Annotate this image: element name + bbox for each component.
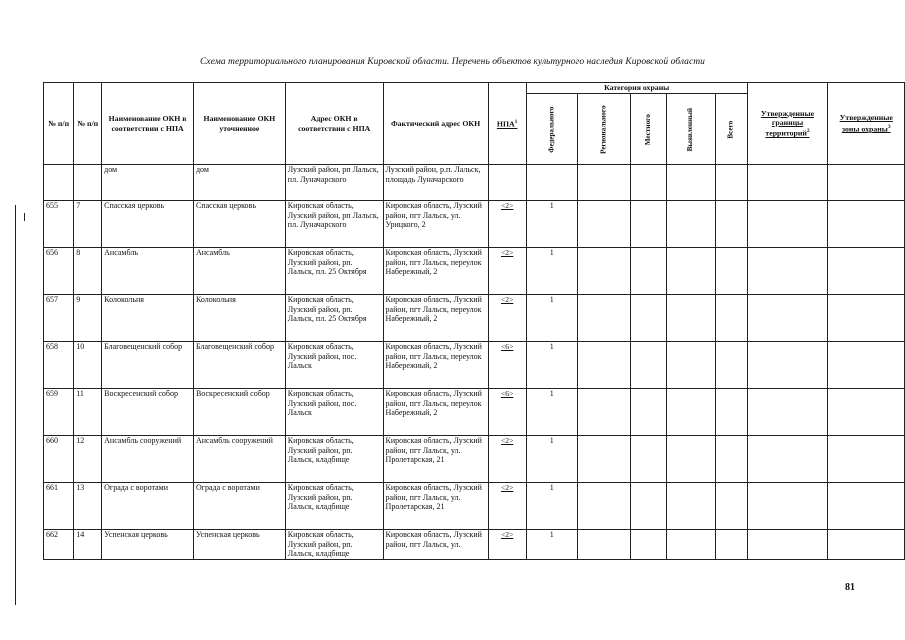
cell-name-refined-text: Спасская церковь [195,201,256,210]
cell-npa [488,530,526,560]
header-cat-federal [526,94,577,165]
cell-name-npa-text: Колокольня [104,295,144,304]
cell-row-number [44,248,74,295]
cell-address-npa [285,530,383,560]
cell-approved-zones [828,483,905,530]
cell-row-number-text: 659 [46,389,58,398]
cell-row-number-text: 660 [46,436,58,445]
cell-local-number [74,530,102,560]
cell-npa [488,483,526,530]
cell-cat-regional [577,248,631,295]
cell-name-refined [193,248,285,295]
header-npa [488,83,526,165]
cell-name-npa-text: Воскресенский собор [104,389,178,398]
cell-name-npa [102,248,194,295]
table-row [44,342,905,389]
cell-local-number [74,201,102,248]
page-title: Схема территориального планирования Кировской области. Перечень объектов культурного наследия Кировской области [200,57,705,67]
table-row [44,530,905,560]
cell-local-number [74,165,102,201]
cell-approved-zones [828,389,905,436]
cell-address-actual-text: Лузский район, р.п. Лальск, площадь Луначарского [385,165,481,184]
cell-name-refined [193,165,285,201]
npa-reference-link[interactable]: <6> [500,342,514,351]
cell-address-actual [383,248,488,295]
cell-address-npa-text: Кировская область, Лузский район, пос. Лальск [287,389,357,418]
header-cat-total-text: Всего [726,120,735,139]
cell-npa [488,248,526,295]
cell-name-refined [193,530,285,560]
cell-approved-zones [828,248,905,295]
cell-address-actual [383,165,488,201]
cell-npa [488,389,526,436]
cell-cat-total [715,436,747,483]
cell-address-actual-text: Кировская область, Лузский район, пгт Лальск, ул. Пролетарская, 21 [385,483,482,512]
cell-approved-zones [828,530,905,560]
cell-local-number [74,248,102,295]
cell-approved-boundaries [747,483,828,530]
npa-reference-link[interactable]: <2> [500,530,514,539]
cell-cat-regional [577,342,631,389]
cell-cat-federal [526,483,577,530]
cell-cat-regional [577,436,631,483]
table-row [44,483,905,530]
header-approved-boundaries-text: Утвержденные границы территорий [760,108,815,138]
cell-cat-federal [526,295,577,342]
cell-row-number-text: 658 [46,342,58,351]
cell-cat-federal-text: 1 [549,201,554,210]
npa-reference-link[interactable]: <2> [500,201,514,210]
cell-cat-federal-text: 1 [549,530,554,539]
cell-address-npa-text: Лузский район, рп Лальск, пл. Луначарского [287,165,379,184]
table-body [44,165,905,560]
cell-row-number [44,436,74,483]
cell-npa [488,342,526,389]
cell-cat-local [631,530,667,560]
header-cat-identified-text: Выявленный [686,107,695,152]
cell-cat-local [631,389,667,436]
cell-name-npa-text: Успенская церковь [104,530,168,539]
cell-cat-regional [577,165,631,201]
cell-cat-identified [667,436,715,483]
cell-name-npa [102,389,194,436]
cell-local-number [74,483,102,530]
cell-approved-boundaries [747,295,828,342]
cell-cat-federal-text: 1 [549,342,554,351]
cell-local-number-text: 7 [76,201,81,210]
cell-cat-identified [667,530,715,560]
cell-cat-regional [577,201,631,248]
cell-cat-identified [667,248,715,295]
cell-address-npa [285,483,383,530]
cell-cat-local [631,483,667,530]
header-cat-local-text: Местного [644,113,653,146]
cell-cat-identified [667,295,715,342]
cell-cat-local [631,436,667,483]
cell-cat-federal [526,436,577,483]
cell-name-npa-text: Спасская церковь [104,201,165,210]
cell-cat-total [715,342,747,389]
cell-address-actual [383,530,488,560]
cell-row-number [44,201,74,248]
cell-name-refined-text: Ансамбль сооружений [195,436,273,445]
cell-approved-boundaries [747,389,828,436]
cell-cat-regional [577,295,631,342]
cell-cat-federal [526,165,577,201]
heritage-objects-table [43,82,905,560]
cell-name-npa-text: дом [104,165,118,174]
page-number: 81 [845,582,855,593]
cell-cat-federal-text: 1 [549,295,554,304]
cell-local-number [74,389,102,436]
cell-address-actual [383,483,488,530]
cell-local-number-text: 13 [76,483,85,492]
cell-cat-total [715,530,747,560]
cell-approved-boundaries [747,201,828,248]
cell-cat-federal-text: 1 [549,483,554,492]
cell-address-actual [383,342,488,389]
npa-reference-link[interactable]: <2> [500,436,514,445]
cell-cat-total [715,295,747,342]
cell-address-actual-text: Кировская область, Лузский район, пгт Лальск, переулок Набережный, 2 [385,248,482,277]
cell-address-npa-text: Кировская область, Лузский район, рп. Лальск, пл. 25 Октября [287,248,367,277]
cell-row-number [44,530,74,560]
cell-cat-federal [526,389,577,436]
cell-row-number [44,342,74,389]
cell-local-number [74,295,102,342]
cell-approved-zones [828,295,905,342]
cell-row-number [44,165,74,201]
header-npa-footnote: 1 [514,119,518,125]
cell-cat-federal [526,530,577,560]
cell-address-actual-text: Кировская область, Лузский район, пгт Лальск, ул. Пролетарская, 21 [385,436,482,465]
cell-approved-zones [828,201,905,248]
cell-address-npa [285,295,383,342]
cell-approved-zones [828,436,905,483]
cell-name-npa [102,165,194,201]
header-approved-boundaries [747,83,828,165]
header-cat-federal-text: Федерального [547,106,556,153]
cell-name-npa [102,483,194,530]
table-row [44,436,905,483]
cell-name-npa [102,342,194,389]
cell-address-npa-text: Кировская область, Лузский район, рп. Лальск, пл. 25 Октября [287,295,367,324]
cell-local-number-text: 8 [76,248,81,257]
header-address-npa: Адрес ОКН в соответствии с НПА [285,83,383,165]
cell-cat-federal-text: 1 [549,248,554,257]
cell-row-number [44,483,74,530]
cell-row-number-text: 657 [46,295,58,304]
cell-npa [488,295,526,342]
cell-cat-identified [667,165,715,201]
cell-cat-federal-text: 1 [549,436,554,445]
table-row [44,201,905,248]
cell-name-refined-text: Воскресенский собор [195,389,270,398]
cell-local-number [74,342,102,389]
cell-cat-total [715,248,747,295]
cell-address-npa [285,201,383,248]
cell-name-npa-text: Благовещенский собор [104,342,183,351]
table-row [44,295,905,342]
header-cat-local [631,94,667,165]
cell-address-npa-text: Кировская область, Лузский район, рп Лальск, пл. Луначарского [287,201,379,230]
header-category-group: Категория охраны [526,83,747,94]
npa-reference-link[interactable]: <2> [500,248,514,257]
npa-reference-link[interactable]: <6> [500,389,514,398]
cell-name-npa-text: Ограда с воротами [104,483,169,492]
cell-address-npa-text: Кировская область, Лузский район, рп. Лальск, кладбище [287,436,354,465]
cell-name-npa [102,201,194,248]
cell-name-npa-text: Ансамбль [104,248,138,257]
cell-address-actual [383,436,488,483]
cell-cat-identified [667,201,715,248]
table-row [44,165,905,201]
cell-npa [488,201,526,248]
cell-row-number [44,295,74,342]
cell-address-actual-text: Кировская область, Лузский район, пгт Лальск, ул. [385,530,482,549]
cell-row-number-text: 655 [46,201,58,210]
cell-address-npa-text: Кировская область, Лузский район, рп. Лальск, кладбище [287,530,354,559]
cell-name-npa [102,295,194,342]
cell-local-number-text: 12 [76,436,85,445]
cell-name-refined-text: Колокольня [195,295,236,304]
cell-cat-local [631,201,667,248]
header-cat-regional-text: Регионального [599,105,608,154]
header-cat-identified [667,94,715,165]
header-approved-zones-text: Утвержденные зоны охраны [839,113,893,134]
table-row [44,389,905,436]
cell-row-number-text: 661 [46,483,58,492]
cell-name-refined [193,342,285,389]
header-approved-zones-footnote: 3 [887,123,891,130]
cell-name-refined [193,201,285,248]
cell-name-refined [193,483,285,530]
scan-line-mark [24,213,25,221]
cell-address-npa [285,389,383,436]
cell-address-actual-text: Кировская область, Лузский район, пгт Лальск, переулок Набережный, 2 [385,295,482,324]
cell-address-actual [383,201,488,248]
header-cat-regional [577,94,631,165]
cell-cat-total [715,389,747,436]
cell-address-npa [285,342,383,389]
cell-local-number [74,436,102,483]
cell-approved-boundaries [747,165,828,201]
cell-name-npa-text: Ансамбль сооружений [104,436,182,445]
cell-approved-boundaries [747,530,828,560]
header-name-npa: Наименование ОКН в соответствии с НПА [102,83,194,165]
cell-address-actual [383,389,488,436]
cell-name-npa [102,530,194,560]
cell-name-refined-text: дом [195,165,209,174]
cell-cat-identified [667,342,715,389]
cell-cat-federal [526,248,577,295]
cell-address-npa [285,165,383,201]
cell-cat-identified [667,389,715,436]
cell-approved-zones [828,165,905,201]
cell-cat-local [631,342,667,389]
cell-cat-identified [667,483,715,530]
cell-address-npa [285,248,383,295]
cell-cat-federal [526,342,577,389]
header-num: № п/п [74,83,102,165]
cell-name-npa [102,436,194,483]
cell-address-npa-text: Кировская область, Лузский район, рп. Лальск, кладбище [287,483,354,512]
cell-cat-regional [577,389,631,436]
cell-cat-local [631,295,667,342]
cell-local-number-text: 9 [76,295,81,304]
cell-name-refined-text: Ансамбль [195,248,230,257]
table-row [44,248,905,295]
cell-name-refined-text: Успенская церковь [195,530,260,539]
cell-cat-federal-text: 1 [549,389,554,398]
cell-local-number-text: 10 [76,342,85,351]
header-approved-boundaries-footnote: 2 [806,128,810,135]
cell-cat-local [631,165,667,201]
cell-cat-local [631,248,667,295]
cell-cat-regional [577,483,631,530]
cell-approved-boundaries [747,436,828,483]
header-address-actual: Фактический адрес ОКН [383,83,488,165]
cell-address-actual-text: Кировская область, Лузский район, пгт Лальск, переулок Набережный, 2 [385,389,482,418]
header-row-1 [44,83,905,94]
npa-reference-link[interactable]: <2> [500,295,514,304]
cell-approved-boundaries [747,248,828,295]
cell-row-number [44,389,74,436]
npa-reference-link[interactable]: <2> [500,483,514,492]
header-approved-zones [828,83,905,165]
scan-line-left [15,205,16,605]
cell-approved-zones [828,342,905,389]
cell-address-actual-text: Кировская область, Лузский район, пгт Лальск, ул. Урицкого, 2 [385,201,482,230]
cell-local-number-text: 11 [76,389,84,398]
cell-address-actual [383,295,488,342]
cell-name-refined [193,295,285,342]
cell-name-refined [193,436,285,483]
cell-approved-boundaries [747,342,828,389]
header-npa-text: НПА [496,119,515,129]
cell-row-number-text: 656 [46,248,58,257]
cell-cat-regional [577,530,631,560]
cell-name-refined [193,389,285,436]
cell-local-number-text: 14 [76,530,85,539]
cell-name-refined-text: Ограда с воротами [195,483,260,492]
header-num-pp: № п/п [44,83,74,165]
cell-cat-total [715,483,747,530]
cell-cat-federal [526,201,577,248]
cell-cat-total [715,165,747,201]
cell-cat-total [715,201,747,248]
cell-row-number-text: 662 [46,530,58,539]
cell-name-refined-text: Благовещенский собор [195,342,274,351]
cell-address-npa [285,436,383,483]
header-name-refined: Наименование ОКН уточненное [193,83,285,165]
cell-address-npa-text: Кировская область, Лузский район, пос. Лальск [287,342,357,371]
header-cat-total [715,94,747,165]
cell-address-actual-text: Кировская область, Лузский район, пгт Лальск, переулок Набережный, 2 [385,342,482,371]
cell-npa [488,436,526,483]
cell-npa [488,165,526,201]
